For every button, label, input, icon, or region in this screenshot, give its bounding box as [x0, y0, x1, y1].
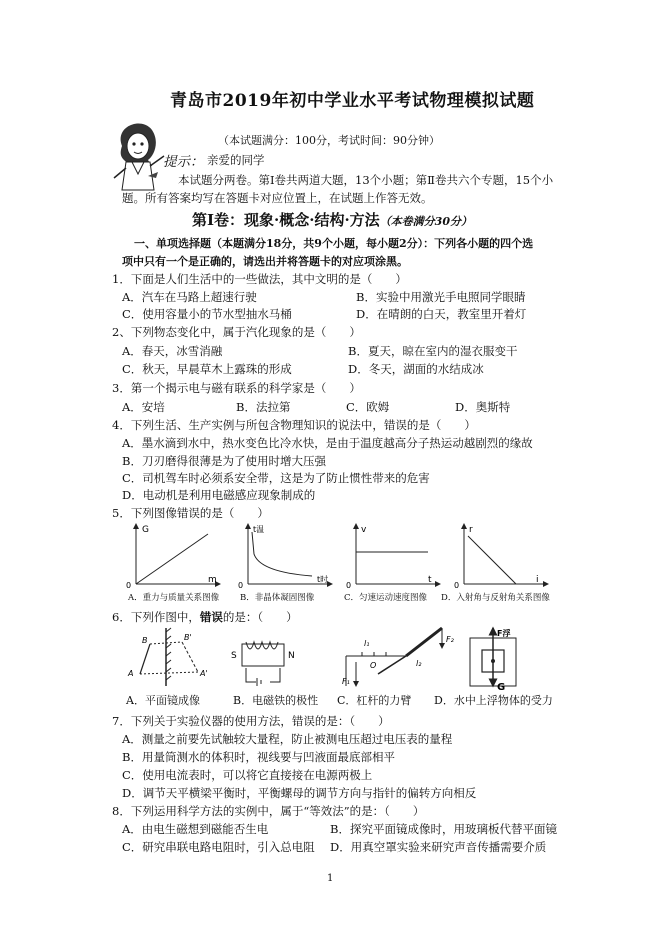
q8-option-c: C．研究串联电路电阻时，引入总电阻: [122, 840, 315, 854]
section-title: 第Ⅰ卷：现象·概念·结构·方法: [192, 211, 380, 229]
page-number: 1: [327, 873, 334, 884]
section-heading: [192, 209, 472, 230]
q4-option-c: C．司机驾车时必须系安全带，这是为了防止惯性带来的危害: [122, 471, 430, 485]
svg-text:A: A: [128, 669, 134, 678]
svg-text:O: O: [370, 661, 377, 670]
q6-caption-b: B．电磁铁的极性: [233, 694, 319, 707]
q6-caption-c: C．杠杆的力臂: [337, 694, 412, 707]
part1-instructions-2: 项中只有一个是正确的，请选出并将答题卡的对应项涂黑。: [122, 255, 408, 268]
q2-option-c: C．秋天，早晨草木上露珠的形成: [122, 362, 292, 376]
q2-stem: 2、下列物态变化中，属于汽化现象的是（ ）: [112, 325, 361, 339]
svg-text:F浮: F浮: [497, 629, 511, 638]
q7-option-a: A．测量之前要先试触较大量程，防止被测电压超过电压表的量程: [122, 732, 453, 746]
graph-a-ylabel: G: [142, 525, 149, 535]
q4-stem: 4．下列生活、生产实例与所包含物理知识的说法中，错误的是（ ）: [112, 418, 476, 432]
graph-b: [238, 524, 332, 590]
graph-d-xlabel: i: [536, 575, 539, 585]
graph-c-ylabel: v: [361, 525, 367, 535]
q5-caption-a: A．重力与质量关系图像: [128, 593, 220, 603]
q1-option-d: D．在晴朗的白天，教室里开着灯: [356, 307, 527, 321]
q1-stem: 1．下面是人们生活中的一些做法，其中文明的是（ ）: [112, 272, 407, 286]
graph-d: [454, 524, 548, 590]
svg-text:N: N: [288, 651, 295, 661]
svg-text:F₁: F₁: [342, 677, 350, 686]
graph-c-origin: 0: [346, 581, 352, 590]
svg-text:G: G: [497, 682, 506, 692]
q7-option-d: D．调节天平横梁平衡时，平衡螺母的调节方向与指针的偏转方向相反: [122, 786, 477, 800]
q3-option-b: B．法拉第: [236, 400, 291, 414]
svg-text:F₂: F₂: [446, 635, 454, 644]
teacher-illustration: [108, 116, 170, 194]
graph-d-origin: 0: [454, 581, 460, 590]
q1-option-a: A．汽车在马路上超速行驶: [122, 290, 257, 304]
diagram-mirror: [127, 628, 208, 686]
diagram-electromagnet: [231, 642, 295, 686]
q6-caption-a: A．平面镜成像: [126, 694, 200, 707]
q5-stem: 5．下列图像错误的是（ ）: [112, 506, 269, 520]
q6-stem-bold: 错误: [199, 610, 223, 624]
q2-option-b: B．夏天，晾在室内的湿衣服变干: [348, 344, 518, 358]
q8-option-b: B．探究平面镜成像时，用玻璃板代替平面镜: [330, 822, 557, 836]
q3-stem: 3．第一个揭示电与磁有联系的科学家是（ ）: [112, 381, 361, 395]
q5-caption-b: B．非晶体凝固图像: [240, 593, 315, 603]
graph-a-xlabel: m: [208, 575, 217, 585]
q7-option-c: C．使用电流表时，可以将它直接接在电源两极上: [122, 768, 373, 782]
q2-option-a: A．春天，冰雪消融: [122, 344, 223, 358]
q8-stem: 8．下列运用科学方法的实例中，属于“等效法”的是：（ ）: [112, 804, 425, 818]
q8-option-d: D．用真空罩实验来研究声音传播需要介质: [330, 840, 547, 854]
intro-line-2: 题。所有答案均写在答题卡对应位置上，在试题上作答无效。: [122, 191, 433, 205]
graph-b-xlabel: t时: [317, 575, 329, 584]
graph-d-ylabel: r: [469, 525, 473, 535]
q3-option-d: D．奥斯特: [455, 400, 511, 414]
q4-option-b: B．刀刃磨得很薄是为了使用时增大压强: [122, 454, 326, 468]
graph-b-ylabel: t温: [253, 525, 265, 534]
svg-text:l₁: l₁: [364, 639, 370, 648]
svg-text:S: S: [231, 651, 237, 661]
page-title: 青岛市2019年初中学业水平考试物理模拟试题: [170, 91, 535, 111]
svg-text:l₂: l₂: [416, 659, 422, 668]
graph-c: [346, 524, 440, 590]
q6-caption-d: D．水中上浮物体的受力: [434, 694, 553, 707]
q2-option-d: D．冬天，湖面的水结成冰: [348, 362, 484, 376]
intro-line-1: 本试题分两卷。第Ⅰ卷共两道大题，13个小题；第Ⅱ卷共六个专题，15个小: [178, 173, 554, 187]
q3-option-a: A．安培: [122, 400, 165, 414]
q3-option-c: C．欧姆: [346, 400, 390, 414]
hint-greeting: 亲爱的同学: [207, 153, 265, 167]
diagram-floating-body: [470, 628, 516, 692]
svg-text:B': B': [184, 633, 192, 642]
graph-c-xlabel: t: [428, 575, 432, 585]
q4-option-d: D．电动机是利用电磁感应现象制成的: [122, 488, 316, 502]
svg-text:B: B: [142, 636, 148, 645]
svg-text:A': A': [200, 669, 208, 678]
exam-info: （本试题满分：100分，考试时间：90分钟）: [218, 134, 440, 147]
q1-option-c: C．使用容量小的节水型抽水马桶: [122, 307, 292, 321]
graph-b-origin: 0: [238, 581, 244, 590]
part1-instructions-1: 一、单项选择题（本题满分18分，共9个小题，每小题2分）：下列各小题的四个选: [134, 237, 534, 250]
graph-a-origin: 0: [126, 581, 132, 590]
q6-stem-post: 的是：（ ）: [222, 610, 298, 624]
graph-a: [126, 524, 220, 590]
q5-caption-c: C．匀速运动速度图像: [344, 593, 428, 603]
q4-option-a: A．墨水滴到水中，热水变色比冷水快，是由于温度越高分子热运动越剧烈的缘故: [122, 436, 533, 450]
q1-option-b: B．实验中用激光手电照同学眼睛: [356, 290, 526, 304]
section-note: （本卷满分30分）: [379, 215, 472, 228]
q6-stem: [112, 609, 298, 625]
q5-caption-d: D．入射角与反射角关系图像: [441, 593, 550, 603]
q8-option-a: A．由电生磁想到磁能否生电: [122, 822, 269, 836]
q7-stem: 7．下列关于实验仪器的使用方法，错误的是：（ ）: [112, 714, 390, 728]
q6-diagrams: [116, 626, 566, 692]
q7-option-b: B．用量筒测水的体积时，视线要与凹液面最底部相平: [122, 750, 395, 764]
hint-label: 提示：: [163, 154, 204, 170]
diagram-lever: [342, 628, 455, 686]
q6-stem-pre: 6．下列作图中，: [112, 610, 200, 624]
